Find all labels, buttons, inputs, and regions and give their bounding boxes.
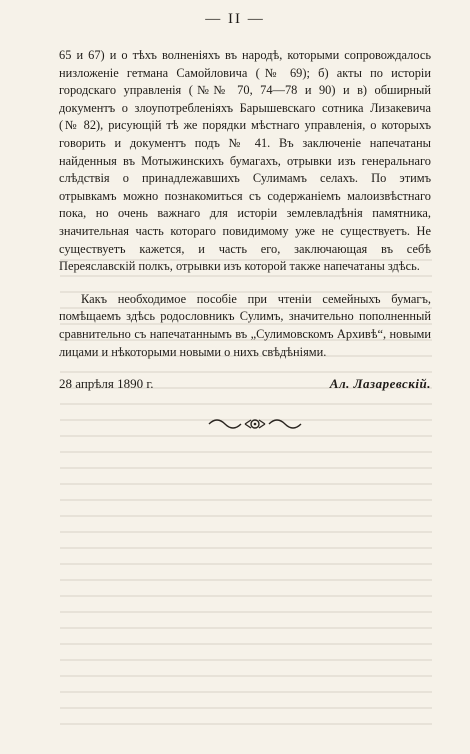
date: 28 апрѣля 1890 г. xyxy=(59,376,154,392)
dateline-row xyxy=(59,375,431,393)
body-text xyxy=(59,47,431,393)
page-number: — II — xyxy=(205,11,265,27)
paragraph-1: 65 и 67) и о тѣхъ волненіяхъ въ народѣ, которыми сопровождалось низложеніе гетмана Самойловича (№ 69); б) акты по исторіи городскаго управленія (№№ 70, 74—78 и 90) и в) обширный документъ о злоупотребленіяхъ Барышевскаго сотника Лизакевича (№ 82), рисующій тѣ же порядки мѣстнаго управленія, о которыхъ говорить и документъ подъ № 41. Въ заключеніе напечатаны найденныя въ Мотыжинскихъ бумагахъ, отрывки изъ генеральнаго слѣдствія о принадлежавшихъ Сулимамъ селахъ. По этимъ отрывкамъ можно познакомиться съ содержаніемъ малоизвѣстнаго пока, но очень важнаго для исторіи землевладѣнія памятника, значительная часть котораго повидимому уже не существуетъ. Не существуетъ кажется, и часть его, заключающая въ себѣ Переяславскій полкъ, отрывки изъ которой также напечатаны здѣсь. xyxy=(59,48,431,274)
paragraph-2: Какъ необходимое пособіе при чтеніи семейныхъ бумагъ, помѣщаемъ здѣсь родословникъ Сулимъ, значительно пополненный сравнительно съ напечатаннымъ въ „Сулимовскомъ Архивѣ“, новыми лицами и нѣкоторыми новыми о нихъ свѣдѣніями. xyxy=(59,291,431,359)
author-signature: Ал. Лазаревскій. xyxy=(329,376,431,392)
ornament-divider-icon xyxy=(205,413,305,435)
